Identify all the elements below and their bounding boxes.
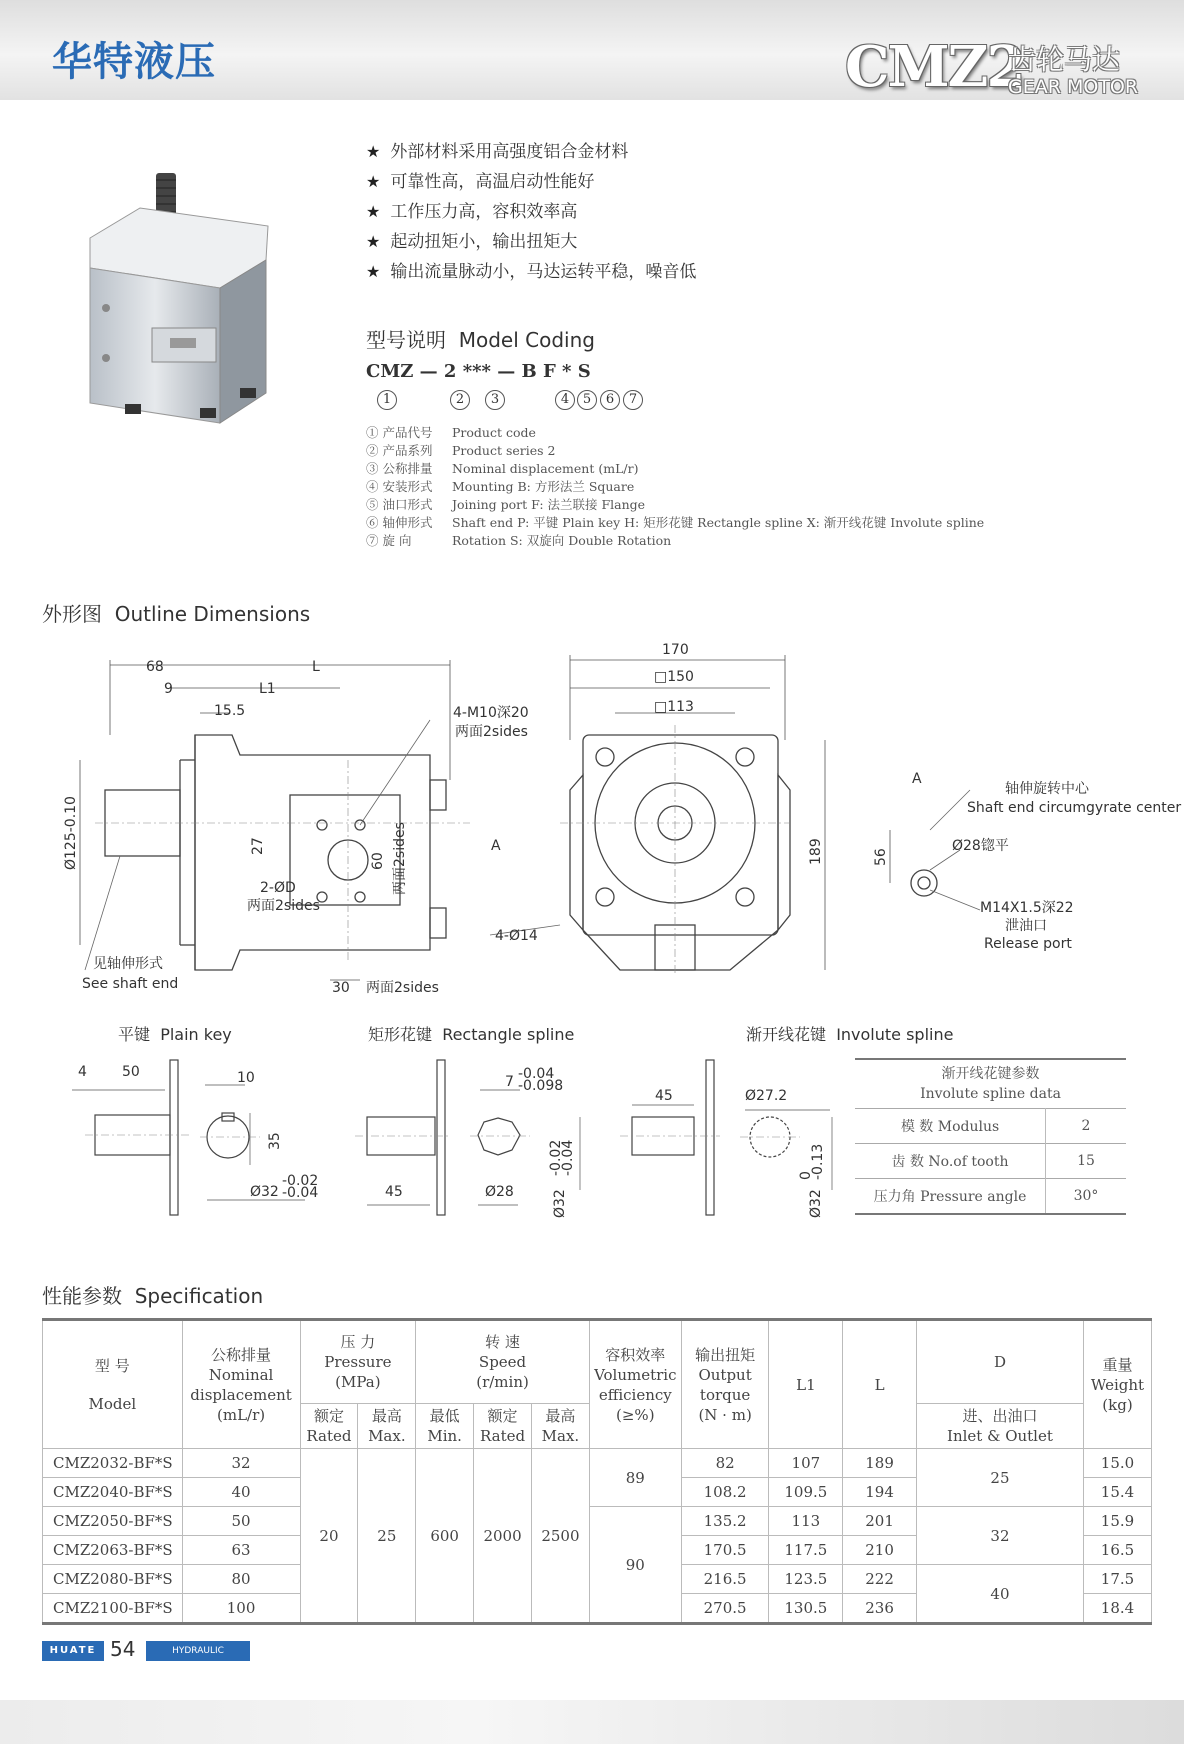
dim-d125: Ø125-0.10 (63, 796, 79, 870)
gear-motor-photo (70, 168, 270, 443)
star-icon: ★ (366, 142, 381, 161)
see-shaft-en: See shaft end (82, 976, 179, 992)
star-icon: ★ (366, 232, 381, 251)
dim-60: 60 (370, 852, 386, 870)
spec-title: 性能参数 Specification (42, 1284, 264, 1308)
plain-dim-35: 35 (267, 1132, 283, 1150)
page-number: 54 (110, 1637, 136, 1661)
outline-drawing (0, 630, 1184, 1010)
see-shaft-cn: 见轴伸形式 (93, 956, 163, 972)
product-title-en: GEAR MOTOR (1008, 76, 1139, 98)
code-index-4: 4 (555, 390, 575, 410)
rect-tol2-up: -0.02 (548, 1139, 564, 1176)
legend-item: ⑥ 轴伸形式 Shaft end P: 平键 Plain key H: 矩形花键 Rectangle spline X: 渐开线花键 Involute spline (366, 515, 985, 530)
dim-30: 30 (332, 980, 350, 996)
spline-row: 压力角 Pressure angle 30° (855, 1179, 1126, 1215)
spline-row: 模 数 Modulus 2 (855, 1109, 1126, 1144)
star-icon: ★ (366, 172, 381, 191)
product-code: CMZ2 (845, 34, 1024, 100)
release-port-cn: 泄油口 (1005, 918, 1047, 934)
footer-subtitle: HYDRAULIC (146, 1641, 250, 1661)
table-row: CMZ2080-BF*S 80 216.5 123.5 222 40 17.5 (43, 1565, 1152, 1594)
table-row: CMZ2050-BF*S 50 90 135.2 113 201 32 15.9 (43, 1507, 1152, 1536)
legend-item: ⑦ 旋 向 Rotation S: 双旋向 Double Rotation (366, 533, 672, 548)
dim-68: 68 (146, 659, 164, 675)
header-L1: L1 (769, 1320, 843, 1449)
inv-dim-32: Ø32 (808, 1189, 824, 1218)
bottom-band (0, 1700, 1184, 1744)
header-model: 型 号 Model (43, 1320, 183, 1449)
plain-dim-50: 50 (122, 1064, 140, 1080)
dim-m14: M14X1.5深22 (980, 900, 1074, 916)
release-port-en: Release port (984, 936, 1072, 952)
header-pressure-rated: 额定 Rated (300, 1404, 358, 1449)
dim-28: Ø28锪平 (952, 838, 1009, 854)
feature-item: ★ 输出流量脉动小，马达运转平稳，噪音低 (366, 262, 697, 282)
header-speed-min: 最低 Min. (416, 1404, 474, 1449)
header-torque: 输出扭矩 Output torque (N · m) (681, 1320, 769, 1449)
feature-item: ★ 可靠性高，高温启动性能好 (366, 172, 595, 192)
code-index-7: 7 (623, 390, 643, 410)
feature-item: ★ 起动扭矩小，输出扭矩大 (366, 232, 578, 252)
header-efficiency: 容积效率 Volumetric efficiency (≥%) (589, 1320, 681, 1449)
legend-item: ⑤ 油口形式 Joining port F: 法兰联接 Flange (366, 497, 646, 512)
header-pressure-max: 最高 Max. (358, 1404, 416, 1449)
shaft-end-drawings (0, 1050, 860, 1225)
spec-table (42, 1318, 1152, 1625)
rect-tol-up: -0.04 (518, 1066, 555, 1082)
code-index-3: 3 (485, 390, 505, 410)
header-weight: 重量 Weight (kg) (1084, 1320, 1152, 1449)
view-arrow-A: A (491, 838, 501, 854)
rect-tol-dn: -0.098 (518, 1078, 564, 1094)
dim-15-5: 15.5 (214, 703, 246, 719)
model-coding-title: 型号说明 Model Coding (366, 328, 595, 352)
header-L: L (843, 1320, 917, 1449)
table-row: CMZ2032-BF*S 32 20 25 600 2000 2500 89 82 107 189 25 15.0 (43, 1449, 1152, 1478)
dim-56: 56 (873, 848, 889, 866)
rect-dim-32: Ø32 (552, 1189, 568, 1218)
plain-tol-dn: -0.04 (282, 1185, 319, 1201)
plain-key-title: 平键 Plain key (118, 1025, 232, 1044)
dim-60-sides: 两面2sides (392, 822, 408, 895)
dim-170: 170 (662, 642, 689, 658)
table-row: CMZ2040-BF*S 40 108.2 109.5 194 15.4 (43, 1478, 1152, 1507)
dim-2D-sides: 两面2sides (247, 898, 320, 914)
header-port: 进、出油口 Inlet & Outlet (916, 1404, 1083, 1449)
rect-tol2-dn: -0.04 (560, 1139, 576, 1176)
header-displacement: 公称排量 Nominal displacement (mL/r) (182, 1320, 300, 1449)
dim-4-14: 4-Ø14 (495, 928, 538, 944)
table-row: CMZ2100-BF*S 100 270.5 130.5 236 18.4 (43, 1594, 1152, 1624)
model-code-line: CMZ — 2 *** — B F * S (366, 361, 591, 382)
footer-brand: HUATE (42, 1641, 104, 1661)
model-coding-legend (366, 424, 984, 550)
plain-dim-32: Ø32 (250, 1184, 279, 1200)
rect-dim-7: 7 (505, 1074, 514, 1090)
header-pressure: 压 力 Pressure (MPa) (300, 1320, 416, 1404)
code-index-1: 1 (377, 390, 397, 410)
dim-2D: 2-ØD (260, 880, 296, 896)
dim-L: L (312, 659, 320, 675)
dim-m10: 4-M10深20 (453, 705, 529, 721)
plain-dim-4: 4 (78, 1064, 87, 1080)
involute-spline-title: 渐开线花键 Involute spline (746, 1025, 954, 1044)
dim-113: □113 (654, 699, 694, 715)
legend-item: ③ 公称排量 Nominal displacement (mL/r) (366, 461, 639, 476)
spline-row: 齿 数 No.of tooth 15 (855, 1144, 1126, 1179)
code-index-5: 5 (577, 390, 597, 410)
table-row: CMZ2063-BF*S 63 170.5 117.5 210 16.5 (43, 1536, 1152, 1565)
code-index-2: 2 (450, 390, 470, 410)
feature-item: ★ 外部材料采用高强度铝合金材料 (366, 142, 629, 162)
header-speed-rated: 额定 Rated (474, 1404, 532, 1449)
involute-spline-table: 渐开线花键参数 Involute spline data 模 数 Modulus 2 齿 数 No.of tooth 15 压力角 Pressure angle 30° (855, 1058, 1126, 1215)
shaft-center-en: Shaft end circumgyrate center (967, 800, 1182, 816)
shaft-center-cn: 轴伸旋转中心 (1005, 781, 1089, 797)
outline-title: 外形图 Outline Dimensions (42, 602, 311, 626)
page-header (0, 0, 1184, 100)
header-speed: 转 速 Speed (r/min) (416, 1320, 590, 1404)
plain-dim-10: 10 (237, 1070, 255, 1086)
dim-30-sides: 两面2sides (366, 980, 439, 996)
header-speed-max: 最高 Max. (531, 1404, 589, 1449)
legend-item: ② 产品系列 Product series 2 (366, 443, 556, 458)
product-title-cn: 齿轮马达 (1008, 43, 1121, 76)
dim-two-sides: 两面2sides (455, 724, 528, 740)
view-A-label: A (912, 771, 922, 787)
dim-L1: L1 (259, 681, 276, 697)
rect-dim-28: Ø28 (485, 1184, 514, 1200)
rect-dim-45: 45 (385, 1184, 403, 1200)
inv-tol-up: 0 (798, 1171, 814, 1180)
feature-list (366, 137, 696, 287)
inv-dim-27-2: Ø27.2 (745, 1088, 788, 1104)
legend-item: ④ 安装形式 Mounting B: 方形法兰 Square (366, 479, 635, 494)
legend-item: ① 产品代号 Product code (366, 425, 536, 440)
inv-dim-45: 45 (655, 1088, 673, 1104)
feature-item: ★ 工作压力高，容积效率高 (366, 202, 578, 222)
code-index-6: 6 (600, 390, 620, 410)
star-icon: ★ (366, 202, 381, 221)
plain-tol-up: -0.02 (282, 1173, 319, 1189)
star-icon: ★ (366, 262, 381, 281)
rect-spline-title: 矩形花键 Rectangle spline (368, 1025, 575, 1044)
dim-189: 189 (808, 838, 824, 865)
brand-name: 华特液压 (52, 39, 216, 85)
header-D: D (916, 1320, 1083, 1404)
dim-150: □150 (654, 669, 694, 685)
dim-9: 9 (164, 681, 173, 697)
inv-tol-dn: -0.13 (810, 1143, 826, 1180)
dim-27: 27 (250, 837, 266, 855)
